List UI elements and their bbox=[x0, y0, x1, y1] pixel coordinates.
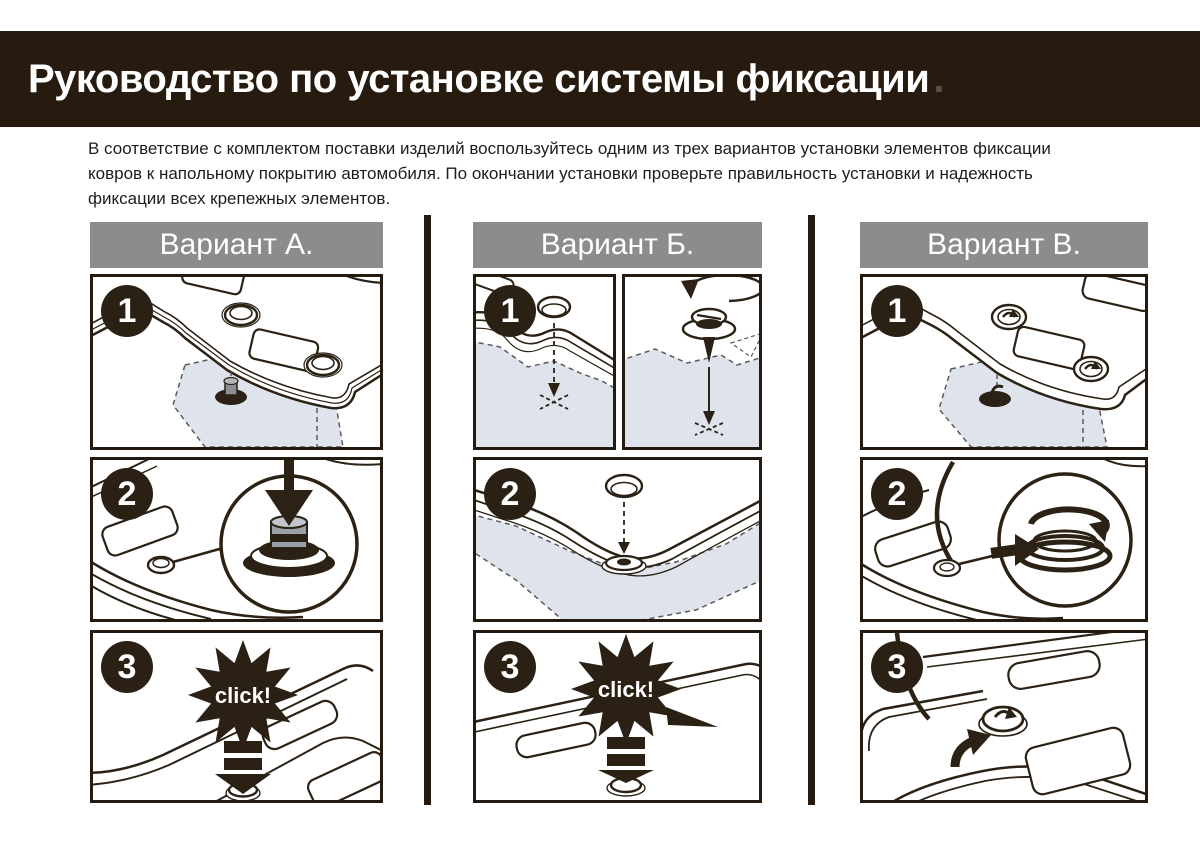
step-badge: 3 bbox=[871, 641, 923, 693]
variant-a-step1-panel bbox=[90, 274, 383, 450]
title-banner bbox=[0, 31, 1200, 127]
intro-line-1: В соответствие с комплектом поставки изделий воспользуйтесь одним из трех вариантов установки элементов фиксации bbox=[88, 139, 1051, 158]
page-title: Руководство по установке системы фиксации bbox=[28, 56, 930, 101]
illustration-b-step1b bbox=[625, 277, 759, 447]
press-arrow-icon bbox=[284, 460, 294, 494]
step-badge: 3 bbox=[484, 641, 536, 693]
mat-hole bbox=[515, 721, 598, 759]
column-divider-left bbox=[424, 215, 431, 805]
step-badge: 2 bbox=[484, 468, 536, 520]
variant-b-step1b-panel bbox=[622, 274, 762, 450]
push-arrow-icon bbox=[224, 741, 262, 753]
step-badge: 3 bbox=[101, 641, 153, 693]
step-badge: 2 bbox=[101, 468, 153, 520]
variant-b-step2-panel bbox=[473, 457, 762, 622]
title-period: . bbox=[933, 56, 945, 101]
variant-v-step1-panel bbox=[860, 274, 1148, 450]
turn-arrow-icon bbox=[955, 741, 973, 767]
variant-a-step2-panel bbox=[90, 457, 383, 622]
rotation-arrow-icon bbox=[691, 277, 759, 301]
push-arrow-icon bbox=[607, 737, 645, 749]
variant-b-step1a-panel bbox=[473, 274, 616, 450]
step-badge: 1 bbox=[101, 285, 153, 337]
floor-notch bbox=[731, 333, 759, 357]
step-badge: 1 bbox=[871, 285, 923, 337]
click-label: click! bbox=[597, 677, 655, 702]
variant-v-step3-panel bbox=[860, 630, 1148, 803]
intro-line-3: фиксации всех крепежных элементов. bbox=[88, 189, 391, 208]
floor-area bbox=[625, 349, 759, 447]
mat-hole bbox=[1024, 726, 1133, 797]
variant-b-header: Вариант Б. bbox=[473, 222, 762, 268]
step-badge: 2 bbox=[871, 468, 923, 520]
step-badge: 1 bbox=[484, 285, 536, 337]
variant-a-header: Вариант А. bbox=[90, 222, 383, 268]
click-label: click! bbox=[214, 683, 272, 708]
variant-v-header: Вариант В. bbox=[860, 222, 1148, 268]
intro-line-2: ковров к напольному покрытию автомобиля. По окончании установки проверьте правильность установки и надежность bbox=[88, 164, 1033, 183]
column-divider-right bbox=[808, 215, 815, 805]
intro-paragraph bbox=[88, 136, 1051, 211]
mat-corner bbox=[863, 691, 983, 743]
variant-b-step3-panel bbox=[473, 630, 762, 803]
floor-hook-base bbox=[979, 391, 1011, 407]
mat-hole bbox=[305, 750, 380, 800]
variant-v-step2-panel bbox=[860, 457, 1148, 622]
floor-area bbox=[476, 341, 613, 447]
variant-a-step3-panel bbox=[90, 630, 383, 803]
